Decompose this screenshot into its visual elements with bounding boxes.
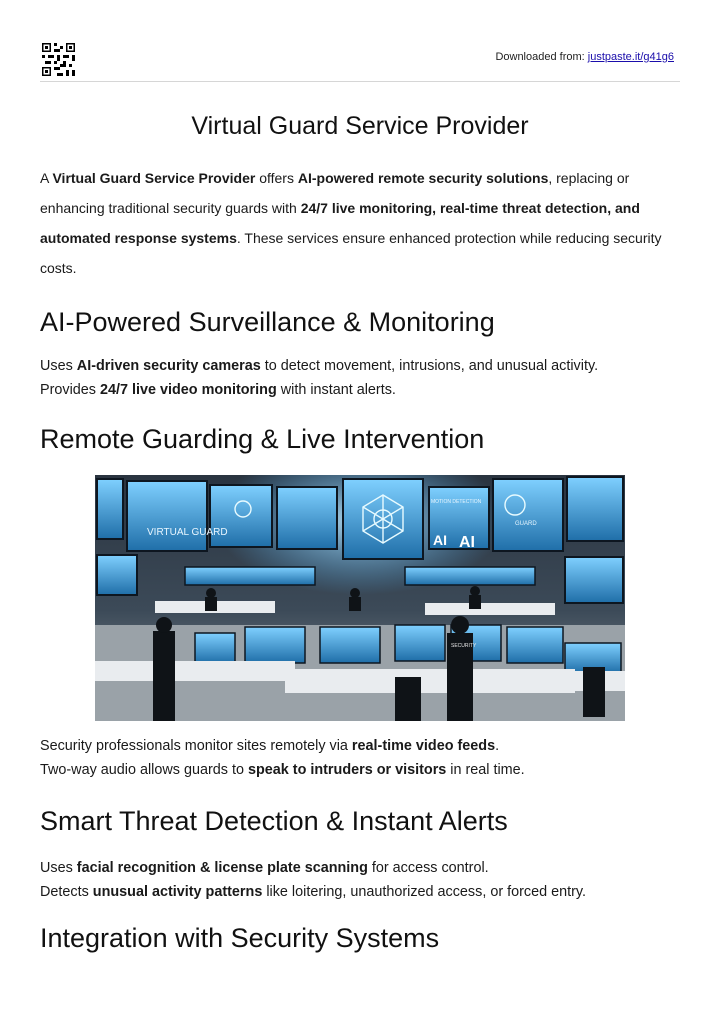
text-run: Security professionals monitor sites remotely via [40, 738, 352, 754]
text-line [40, 382, 396, 398]
text-run: in real time. [446, 762, 525, 778]
section-heading-remote-guarding: Remote Guarding & Live Intervention [40, 424, 485, 454]
ai-label-right: AI [459, 534, 475, 551]
section-surveillance-text [40, 354, 680, 402]
text-line [40, 762, 525, 778]
section-heading-integration: Integration with Security Systems [40, 923, 440, 953]
control-room-photo [95, 475, 625, 721]
vest-label: SECURITY [451, 643, 477, 649]
bold-text: unusual activity patterns [92, 884, 263, 900]
section-heading-threat-detection: Smart Threat Detection & Instant Alerts [40, 806, 508, 836]
text-run: Uses [40, 860, 77, 876]
source-link[interactable]: justpaste.it/g41g6 [587, 51, 674, 63]
text-run: offers [255, 170, 298, 186]
bold-text: facial recognition & license plate scanning [76, 860, 368, 876]
bold-text: 24/7 live video monitoring [100, 382, 277, 398]
text-run: Two-way audio allows guards to [40, 762, 248, 778]
document-title: Virtual Guard Service Provider [191, 112, 529, 140]
header-divider [40, 81, 680, 82]
section-remote-guarding-text [40, 734, 680, 782]
bold-text: real-time video feeds [351, 738, 496, 754]
section-threat-detection-text [40, 856, 680, 904]
motion-label: MOTION DETECTION [431, 499, 482, 505]
section-heading-surveillance: AI-Powered Surveillance & Monitoring [40, 307, 495, 337]
text-line [40, 860, 489, 876]
source-prefix: Downloaded from: [495, 51, 588, 63]
screen-label: VIRTUAL GUARD [147, 527, 228, 538]
text-run: with instant alerts. [276, 382, 396, 398]
text-run: like loitering, unauthorized access, or forced entry. [262, 884, 587, 900]
bold-text: Virtual Guard Service Provider [52, 170, 256, 186]
bold-text: AI-driven security cameras [76, 358, 261, 374]
ai-label-left: AI [433, 532, 447, 548]
text-run: Uses [40, 358, 77, 374]
text-line [40, 884, 586, 900]
bold-text: 24/7 live monitoring, real-time threat detection, and automated response systems [40, 200, 640, 246]
source-line [495, 51, 674, 63]
text-line [40, 358, 598, 374]
text-run: for access control. [367, 860, 489, 876]
text-run: Provides [40, 382, 100, 398]
text-run: A [40, 170, 53, 186]
text-run: . These services ensure enhanced protection while reducing security costs. [40, 230, 662, 276]
text-run: . [495, 738, 500, 754]
guard-label: GUARD [515, 521, 537, 527]
qr-code-icon [42, 43, 75, 76]
text-run: , replacing or enhancing traditional security guards with [40, 170, 630, 216]
bold-text: speak to intruders or visitors [247, 762, 447, 778]
intro-paragraph [40, 163, 665, 283]
bold-text: AI-powered remote security solutions [297, 170, 549, 186]
text-run: Detects [40, 884, 93, 900]
text-run: to detect movement, intrusions, and unusual activity. [260, 358, 599, 374]
text-line [40, 738, 499, 754]
